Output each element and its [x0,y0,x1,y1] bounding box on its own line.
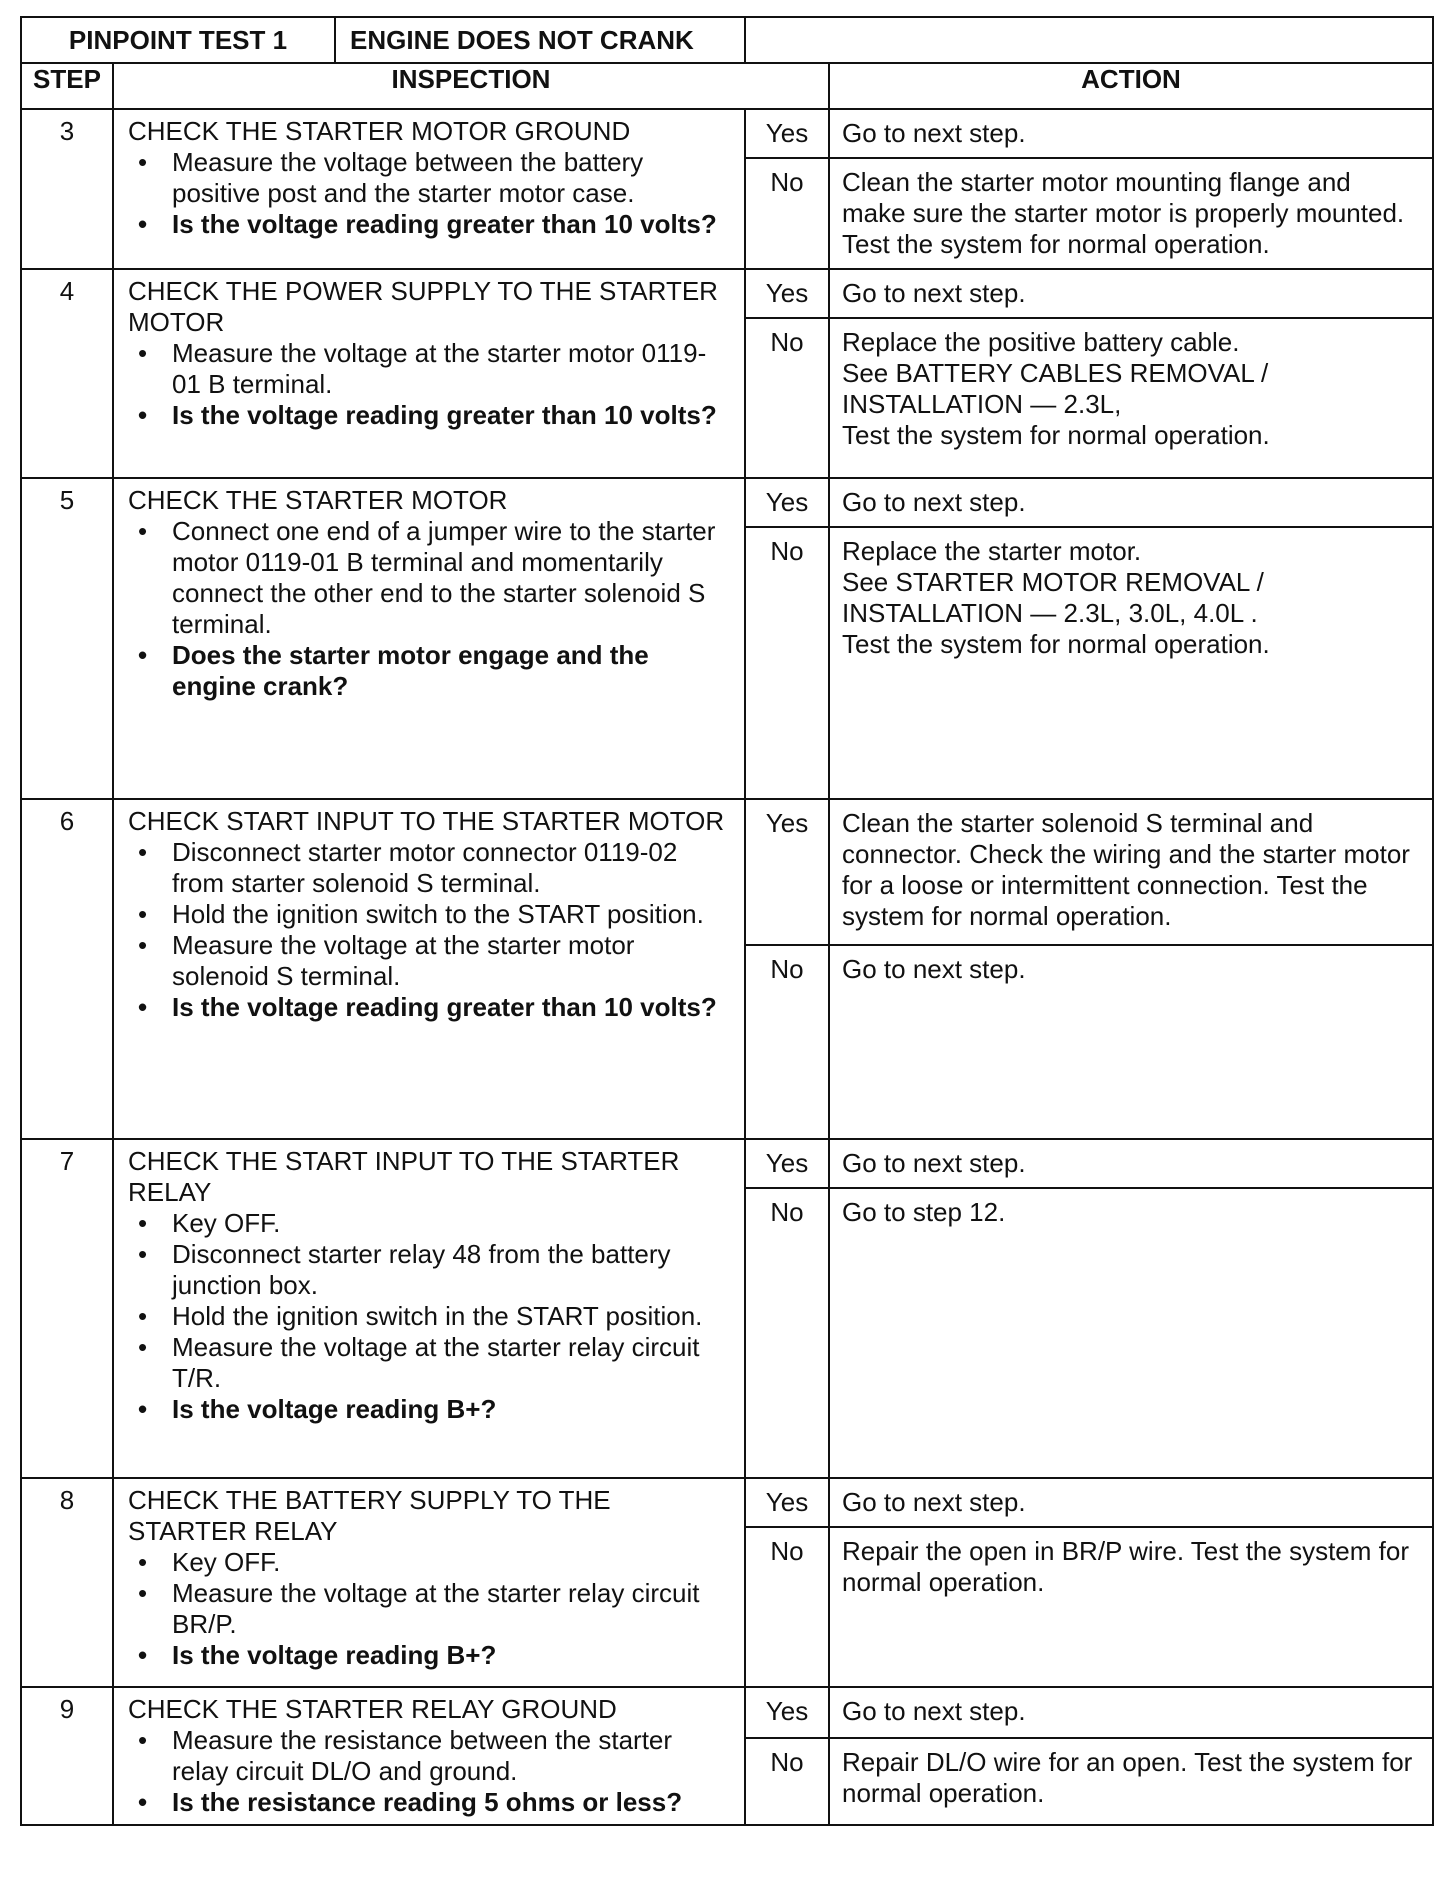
yes-action: Go to next step. [829,109,1433,158]
yes-label: Yes [745,1139,829,1188]
step-9-inspection [113,1687,745,1825]
step-number: 9 [21,1687,113,1825]
bullet-item: • Connect one end of a jumper wire to the starter motor 0119-01 B terminal and momentarily connect the other end to the starter solenoid S terminal. [128,516,732,640]
column-header-inspection: INSPECTION [113,63,829,109]
step-number: 8 [21,1478,113,1687]
no-label: No [745,1188,829,1478]
no-action: Go to next step. [829,945,1433,1139]
step-8-yes-row [21,1478,1433,1527]
step-bullets [128,1208,732,1425]
bullet-item: • Measure the voltage at the starter relay circuit BR/P. [128,1578,732,1640]
action-line: Test the system for normal operation. [842,629,1270,659]
no-label: No [745,1527,829,1687]
bullet-item: • Hold the ignition switch in the START position. [128,1301,732,1332]
bullet-item: • Key OFF. [128,1547,732,1578]
no-action: Repair the open in BR/P wire. Test the system for normal operation. [829,1527,1433,1687]
step-number: 5 [21,478,113,799]
yes-action: Go to next step. [829,1478,1433,1527]
step-6-yes-row [21,799,1433,945]
step-6-inspection [113,799,745,1139]
yes-action: Go to next step. [829,269,1433,318]
column-header-step: STEP [21,63,113,109]
yes-action: Clean the starter solenoid S terminal and connector. Check the wiring and the starter motor for a loose or intermittent connection. Test the system for normal operation. [829,799,1433,945]
action-line: Test the system for normal operation. [842,420,1270,450]
step-bullets [128,516,732,702]
no-action: Clean the starter motor mounting flange and make sure the starter motor is properly mounted. Test the system for normal operation. [829,158,1433,269]
step-heading: CHECK THE STARTER MOTOR GROUND [128,116,631,146]
step-heading: CHECK THE START INPUT TO THE STARTER RELAY [128,1146,680,1207]
action-line: See BATTERY CABLES REMOVAL / INSTALLATION — 2.3L, [842,358,1269,419]
yes-action: Go to next step. [829,1687,1433,1738]
step-4-yes-row [21,269,1433,318]
yes-label: Yes [745,799,829,945]
bullet-item: • Measure the voltage at the starter relay circuit T/R. [128,1332,732,1394]
action-line: Replace the positive battery cable. [842,327,1240,357]
action-line: Replace the starter motor. [842,536,1142,566]
bullet-item: • Measure the voltage at the starter motor solenoid S terminal. [128,930,732,992]
step-number: 7 [21,1139,113,1478]
step-bullets [128,1547,732,1671]
test-id: PINPOINT TEST 1 [22,18,336,62]
yes-label: Yes [745,1478,829,1527]
no-label: No [745,1738,829,1825]
action-line: See STARTER MOTOR REMOVAL / INSTALLATION — 2.3L, 3.0L, 4.0L . [842,567,1264,628]
yes-label: Yes [745,478,829,527]
bullet-question: • Is the voltage reading greater than 10 volts? [128,400,732,431]
step-3-inspection [113,109,745,269]
test-symptom: ENGINE DOES NOT CRANK [350,24,694,55]
bullet-question: • Is the voltage reading B+? [128,1394,732,1425]
step-5-inspection [113,478,745,799]
bullet-item: • Disconnect starter motor connector 0119-02 from starter solenoid S terminal. [128,837,732,899]
step-4-inspection [113,269,745,478]
step-bullets [128,1725,732,1818]
no-action [829,527,1433,799]
no-label: No [745,158,829,269]
step-7-inspection [113,1139,745,1478]
bullet-question: • Is the voltage reading B+? [128,1640,732,1671]
step-8-inspection [113,1478,745,1687]
step-heading: CHECK START INPUT TO THE STARTER MOTOR [128,806,725,836]
bullet-item: • Disconnect starter relay 48 from the battery junction box. [128,1239,732,1301]
bullet-question: • Does the starter motor engage and the engine crank? [128,640,732,702]
yes-action: Go to next step. [829,1139,1433,1188]
bullet-item: • Measure the resistance between the starter relay circuit DL/O and ground. [128,1725,732,1787]
pinpoint-test-table [20,16,1434,1826]
step-5-yes-row [21,478,1433,527]
step-heading: CHECK THE POWER SUPPLY TO THE STARTER MOTOR [128,276,718,337]
step-bullets [128,338,732,431]
step-heading: CHECK THE STARTER MOTOR [128,485,508,515]
bullet-question: • Is the voltage reading greater than 10 volts? [128,992,732,1023]
bullet-item: • Measure the voltage between the battery positive post and the starter motor case. [128,147,732,209]
bullet-item: • Key OFF. [128,1208,732,1239]
yes-label: Yes [745,109,829,158]
step-number: 4 [21,269,113,478]
step-bullets [128,147,732,240]
step-7-yes-row [21,1139,1433,1188]
no-action: Repair DL/O wire for an open. Test the system for normal operation. [829,1738,1433,1825]
yes-label: Yes [745,269,829,318]
bullet-question: • Is the resistance reading 5 ohms or less? [128,1787,732,1818]
yes-label: Yes [745,1687,829,1738]
bullet-question: • Is the voltage reading greater than 10 volts? [128,209,732,240]
no-label: No [745,318,829,478]
step-bullets [128,837,732,1023]
step-number: 6 [21,799,113,1139]
bullet-item: • Hold the ignition switch to the START position. [128,899,732,930]
pinpoint-test-sheet [20,16,1432,1826]
column-header-row [21,63,1433,109]
no-label: No [745,527,829,799]
title-row [21,17,1433,63]
step-3-yes-row [21,109,1433,158]
bullet-item: • Measure the voltage at the starter motor 0119-01 B terminal. [128,338,732,400]
yes-action: Go to next step. [829,478,1433,527]
step-heading: CHECK THE BATTERY SUPPLY TO THE STARTER RELAY [128,1485,611,1546]
no-action [829,318,1433,478]
no-action: Go to step 12. [829,1188,1433,1478]
no-label: No [745,945,829,1139]
step-number: 3 [21,109,113,269]
step-9-yes-row [21,1687,1433,1738]
step-heading: CHECK THE STARTER RELAY GROUND [128,1694,617,1724]
column-header-action: ACTION [829,63,1433,109]
